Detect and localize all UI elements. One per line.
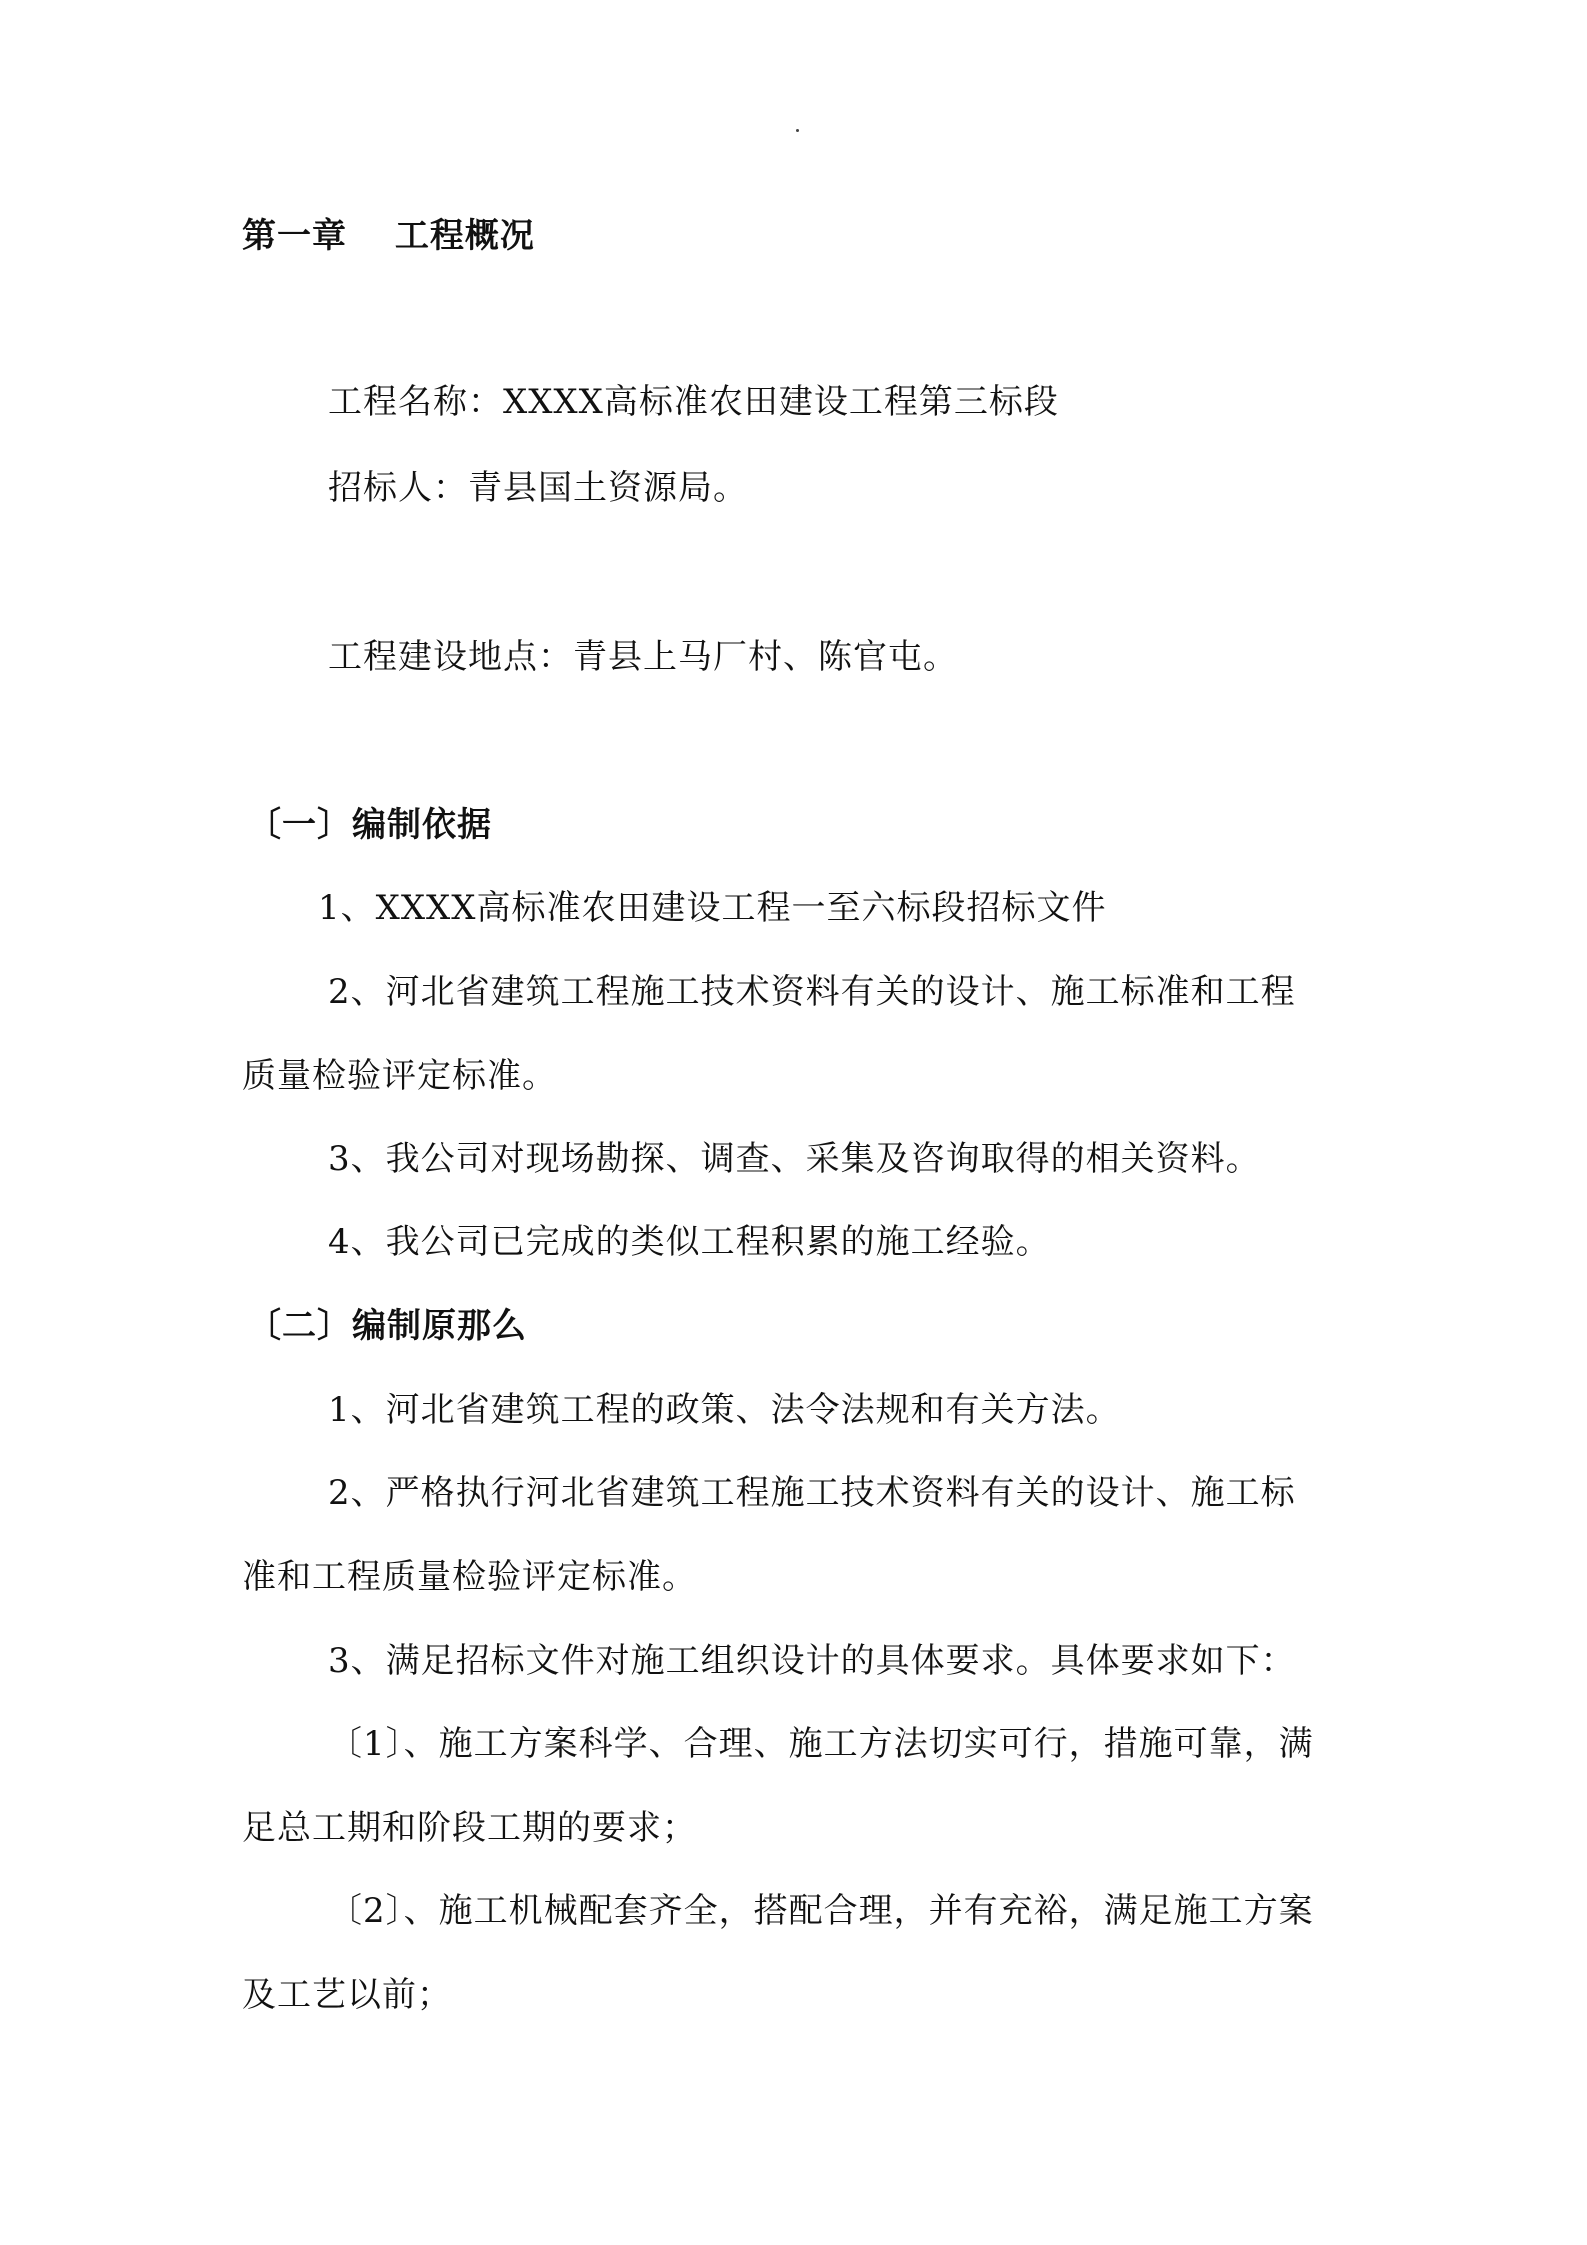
section2-sub2-line2: 及工艺以前； xyxy=(242,1975,452,2015)
section2-sub1-line2: 足总工期和阶段工期的要求； xyxy=(242,1808,697,1848)
header-dot xyxy=(796,129,799,132)
project-name-line: 工程名称：XXXX高标准农田建设工程第三标段 xyxy=(328,382,1059,422)
section1-item3: 3、我公司对现场勘探、调查、采集及咨询取得的相关资料。 xyxy=(328,1139,1261,1179)
section2-sub1-line1: 〔1〕、施工方案科学、合理、施工方法切实可行，措施可靠，满 xyxy=(328,1724,1314,1764)
project-location-line: 工程建设地点：青县上马厂村、陈官屯。 xyxy=(328,637,958,677)
section1-item2-line1: 2、河北省建筑工程施工技术资料有关的设计、施工标准和工程 xyxy=(328,972,1296,1012)
section2-heading: 〔二〕编制原那么 xyxy=(247,1306,527,1346)
tenderer-line: 招标人：青县国土资源局。 xyxy=(328,468,748,508)
chapter-title: 第一章 工程概况 xyxy=(242,216,535,256)
section2-item2-line1: 2、严格执行河北省建筑工程施工技术资料有关的设计、施工标 xyxy=(328,1473,1296,1513)
section2-item2-line2: 准和工程质量检验评定标准。 xyxy=(242,1557,697,1597)
section1-item4: 4、我公司已完成的类似工程积累的施工经验。 xyxy=(328,1222,1051,1262)
section1-item2-line2: 质量检验评定标准。 xyxy=(242,1056,557,1096)
section2-sub2-line1: 〔2〕、施工机械配套齐全，搭配合理，并有充裕，满足施工方案 xyxy=(328,1891,1314,1931)
section2-item1: 1、河北省建筑工程的政策、法令法规和有关方法。 xyxy=(328,1390,1121,1430)
section1-item1: 1、XXXX高标准农田建设工程一至六标段招标文件 xyxy=(318,888,1107,928)
section1-heading: 〔一〕编制依据 xyxy=(247,805,492,845)
section2-item3: 3、满足招标文件对施工组织设计的具体要求。具体要求如下： xyxy=(328,1641,1296,1681)
